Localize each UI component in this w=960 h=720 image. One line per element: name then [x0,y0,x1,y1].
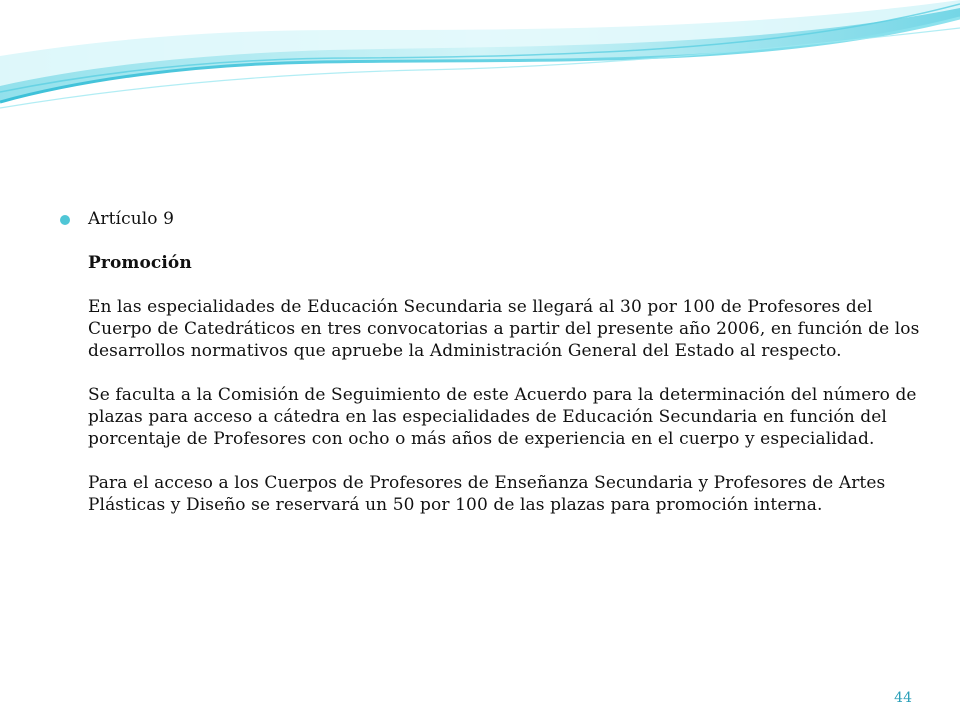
page-number: 44 [894,690,912,706]
paragraph-1: En las especialidades de Educación Secundaria se llegará al 30 por 100 de Profesores del Cuerpo de Catedráticos en tres convocatorias a partir del presente año 2006, en función de los desarrollos normativos que apruebe la Administración General del Estado al respecto. [88,297,920,361]
paragraph-2: Se faculta a la Comisión de Seguimiento de este Acuerdo para la determinación del número de plazas para acceso a cátedra en las especialidades de Educación Secundaria en función del porcentaje de Profesores con ocho o más años de experiencia en el cuerpo y especialidad. [88,385,917,449]
bullet-item [60,208,920,516]
article-title: Artículo 9 [88,209,175,229]
section-heading: Promoción [88,253,192,273]
header-wave-decoration [0,0,960,120]
bullet-dot-icon [60,215,70,225]
slide-content [60,208,920,516]
paragraph-3: Para el acceso a los Cuerpos de Profesores de Enseñanza Secundaria y Profesores de Artes Plásticas y Diseño se reservará un 50 por 100 de las plazas para promoción interna. [88,473,886,515]
